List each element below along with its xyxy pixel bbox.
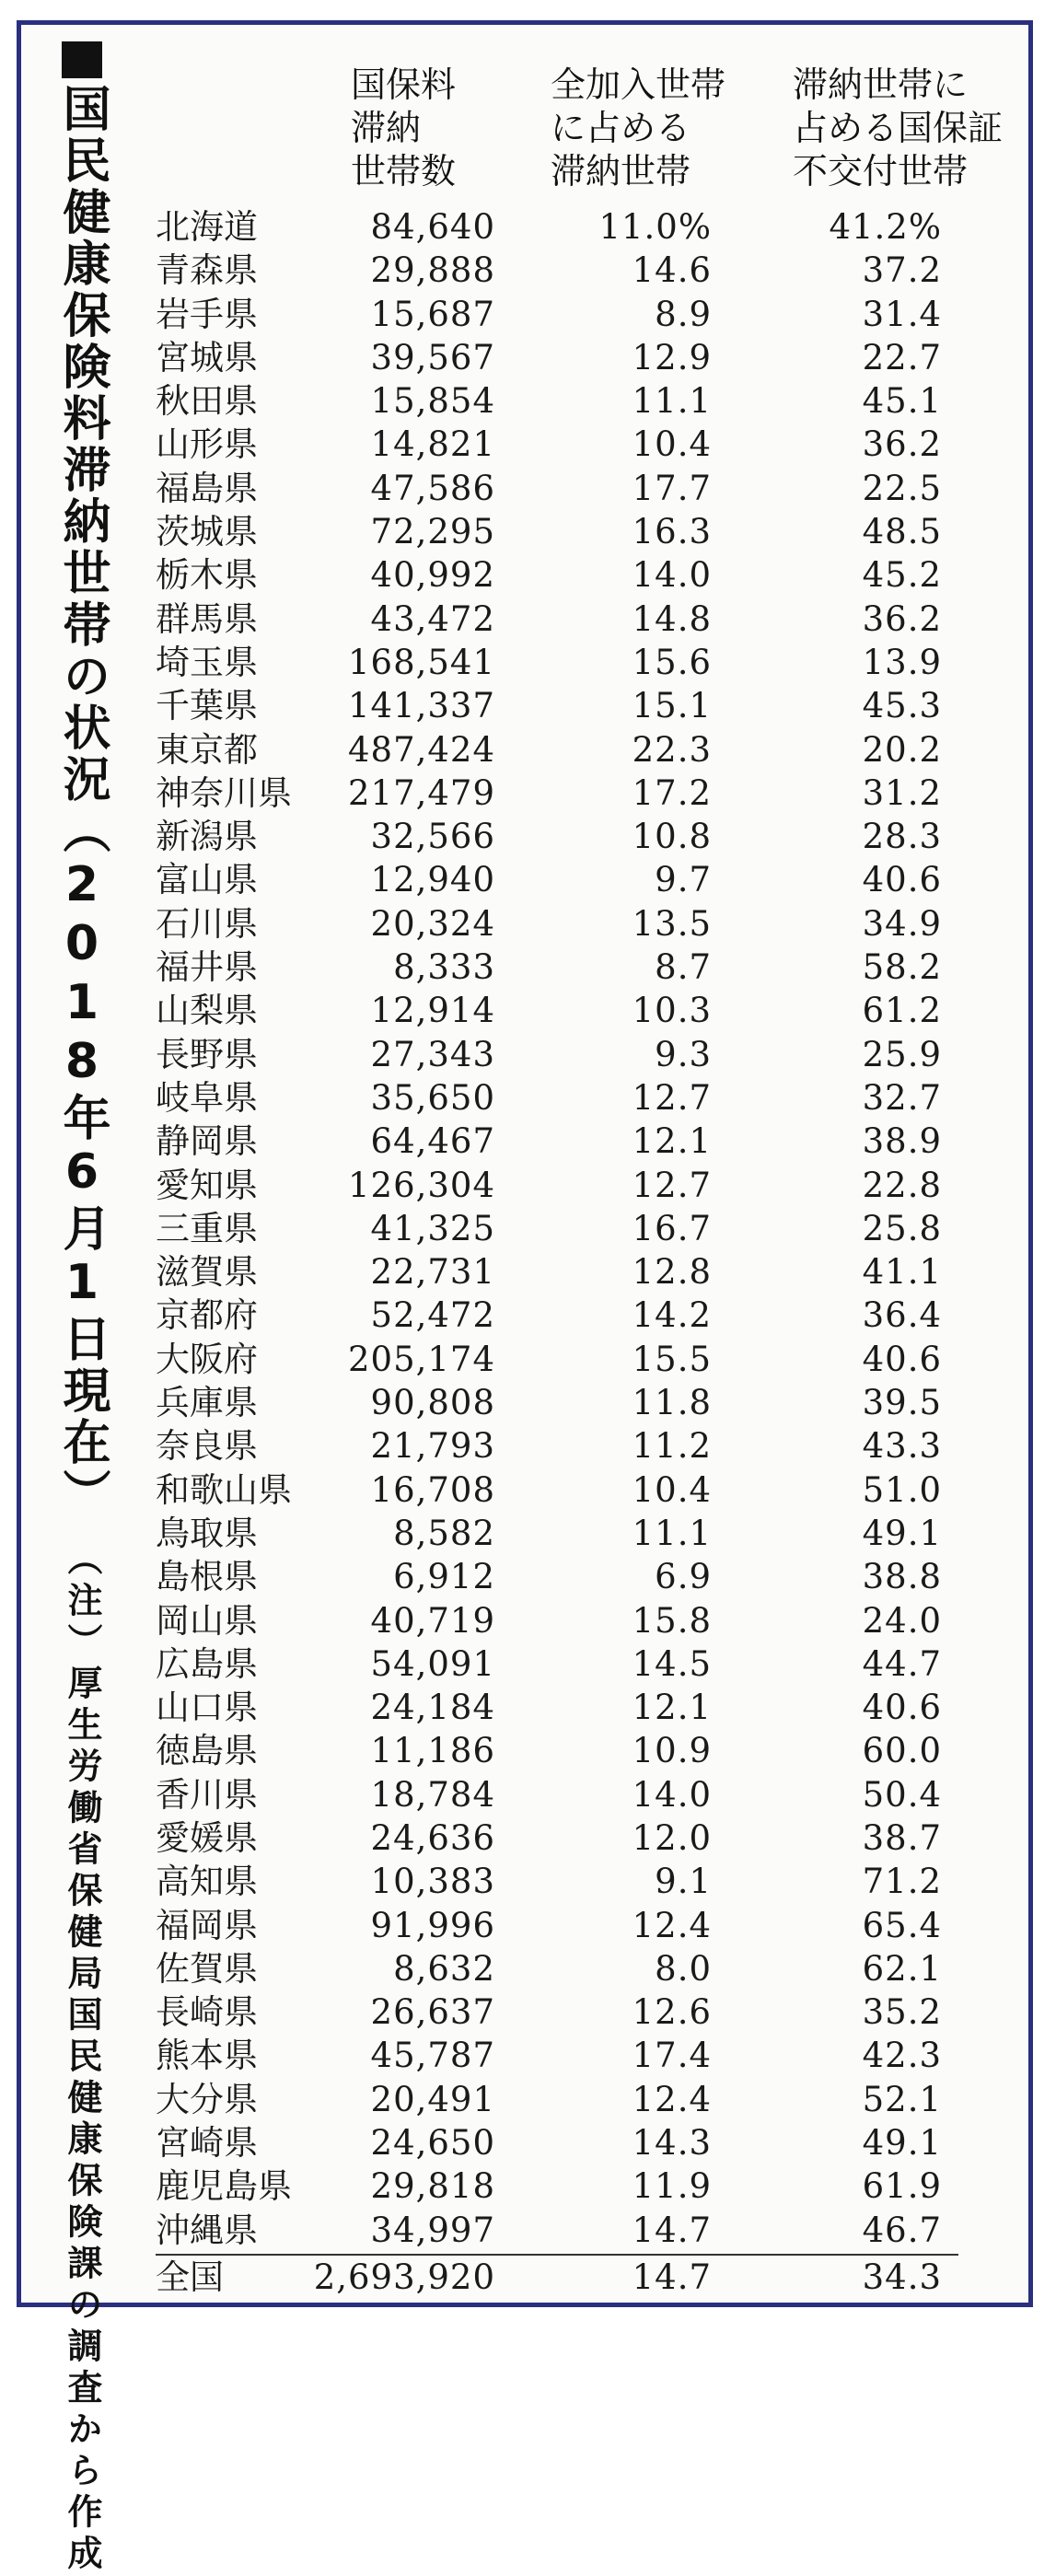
nonissue-rate-cell: 58.2 (862, 947, 942, 988)
nonissue-rate-cell: 38.8 (862, 1557, 942, 1597)
delinquency-rate-cell: 12.1 (632, 1121, 712, 1162)
table-row (132, 2209, 1015, 2252)
delinquency-rate-cell: 8.0 (655, 1948, 712, 1989)
nonissue-rate-cell: 39.5 (862, 1383, 942, 1423)
delinquent-count-cell: 39,567 (370, 337, 495, 377)
delinquent-count-cell: 15,854 (370, 381, 495, 422)
prefecture-cell: 宮崎県 (156, 2123, 258, 2164)
delinquency-rate-cell: 10.4 (632, 424, 712, 465)
delinquency-rate-cell: 6.9 (655, 1557, 712, 1597)
table-row (132, 728, 1015, 772)
prefecture-cell: 長野県 (156, 1034, 258, 1074)
delinquent-count-cell: 8,333 (393, 947, 495, 988)
delinquent-count-cell: 205,174 (347, 1339, 495, 1379)
prefecture-cell: 鹿児島県 (156, 2166, 292, 2207)
prefecture-cell: 岡山県 (156, 1600, 258, 1641)
table-row (132, 2164, 1015, 2208)
nonissue-rate-cell: 22.5 (862, 468, 942, 508)
nonissue-rate-cell: 22.7 (862, 337, 942, 377)
table-row (132, 467, 1015, 510)
delinquency-rate-cell: 11.1 (632, 381, 712, 422)
delinquent-count-cell: 18,784 (370, 1774, 495, 1815)
delinquent-count-cell: 22,731 (370, 1252, 495, 1293)
nonissue-rate-cell: 44.7 (862, 1643, 942, 1684)
table-row (132, 684, 1015, 727)
delinquent-count-cell: 6,912 (393, 1557, 495, 1597)
prefecture-cell: 徳島県 (156, 1731, 258, 1771)
delinquent-count-cell: 16,708 (370, 1469, 495, 1510)
nonissue-rate-cell: 41.2% (829, 207, 942, 247)
delinquency-rate-cell: 16.7 (632, 1208, 712, 1248)
nonissue-rate-cell: 45.3 (862, 686, 942, 726)
delinquency-rate-cell: 16.3 (632, 512, 712, 552)
nonissue-rate-cell: 42.3 (862, 2036, 942, 2076)
prefecture-cell: 栃木県 (156, 555, 258, 596)
table-row (132, 1642, 1015, 1686)
delinquent-count-cell: 24,184 (370, 1688, 495, 1728)
delinquency-rate-cell: 12.6 (632, 1992, 712, 2033)
delinquent-count-cell: 21,793 (370, 1426, 495, 1467)
table-row (132, 1773, 1015, 1816)
nonissue-rate-cell: 24.0 (862, 1600, 942, 1641)
delinquent-count-cell: 35,650 (370, 1077, 495, 1118)
delinquency-rate-cell: 12.9 (632, 337, 712, 377)
table-body (132, 205, 1015, 2298)
delinquency-rate-cell: 14.5 (632, 1643, 712, 1684)
prefecture-cell: 和歌山県 (156, 1469, 292, 1510)
nonissue-rate-cell: 46.7 (862, 2210, 942, 2250)
nonissue-rate-cell: 22.8 (862, 1165, 942, 1205)
nonissue-rate-cell: 36.2 (862, 598, 942, 639)
delinquency-rate-cell: 10.3 (632, 991, 712, 1031)
table-row (132, 1860, 1015, 1903)
nonissue-rate-cell: 38.7 (862, 1817, 942, 1858)
nonissue-rate-cell: 32.7 (862, 1077, 942, 1118)
table-row (132, 1512, 1015, 1555)
prefecture-cell: 北海道 (156, 207, 258, 247)
table-row (132, 2078, 1015, 2121)
nonissue-rate-cell: 25.9 (862, 1034, 942, 1074)
nonissue-rate-cell: 62.1 (862, 1948, 942, 1989)
delinquent-count-cell: 72,295 (370, 512, 495, 552)
delinquency-rate-cell: 8.7 (655, 947, 712, 988)
delinquent-count-cell: 20,324 (370, 903, 495, 944)
delinquent-count-cell: 14,821 (370, 424, 495, 465)
delinquent-count-cell: 141,337 (347, 686, 495, 726)
delinquent-count-cell: 24,636 (370, 1817, 495, 1858)
delinquency-rate-cell: 13.5 (632, 903, 712, 944)
table-row (132, 772, 1015, 815)
delinquency-rate-cell: 22.3 (632, 729, 712, 770)
delinquent-count-cell: 40,719 (370, 1600, 495, 1641)
delinquency-rate-cell: 12.7 (632, 1165, 712, 1205)
prefecture-cell: 神奈川県 (156, 772, 292, 813)
nonissue-rate-cell: 50.4 (862, 1774, 942, 1815)
delinquent-count-cell: 11,186 (370, 1731, 495, 1771)
prefecture-cell: 石川県 (156, 903, 258, 944)
delinquency-rate-cell: 15.8 (632, 1600, 712, 1641)
delinquent-count-cell: 15,687 (370, 294, 495, 334)
table-row (132, 1904, 1015, 1947)
prefecture-cell: 宮城県 (156, 337, 258, 377)
prefecture-cell: 岐阜県 (156, 1077, 258, 1118)
delinquent-count-cell: 32,566 (370, 817, 495, 857)
delinquency-rate-cell: 14.8 (632, 598, 712, 639)
nonissue-rate-cell: 40.6 (862, 860, 942, 900)
table-row (132, 1076, 1015, 1120)
table-row (132, 1164, 1015, 1207)
table-row (132, 1468, 1015, 1512)
delinquent-count-cell: 20,491 (370, 2079, 495, 2119)
nonissue-rate-cell: 31.2 (862, 772, 942, 813)
nonissue-rate-cell: 31.4 (862, 294, 942, 334)
delinquency-rate-cell: 14.6 (632, 250, 712, 291)
prefecture-cell: 沖縄県 (156, 2210, 258, 2250)
delinquency-rate-cell: 17.7 (632, 468, 712, 508)
side-title (45, 41, 119, 2576)
delinquent-count-cell: 487,424 (347, 729, 495, 770)
prefecture-cell: 三重県 (156, 1208, 258, 1248)
prefecture-cell: 埼玉県 (156, 642, 258, 682)
prefecture-cell: 島根県 (156, 1557, 258, 1597)
delinquent-count-cell: 52,472 (370, 1295, 495, 1336)
delinquent-count-cell: 126,304 (347, 1165, 495, 1205)
delinquent-count-cell: 8,632 (393, 1948, 495, 1989)
prefecture-cell: 岩手県 (156, 294, 258, 334)
delinquency-rate-cell: 11.2 (632, 1426, 712, 1467)
delinquency-rate-cell: 9.1 (655, 1862, 712, 1902)
prefecture-cell: 高知県 (156, 1862, 258, 1902)
prefecture-cell: 山梨県 (156, 991, 258, 1031)
nonissue-rate-cell: 25.8 (862, 1208, 942, 1248)
prefecture-cell: 愛知県 (156, 1165, 258, 1205)
delinquent-count-cell: 26,637 (370, 1992, 495, 2033)
delinquent-count-cell: 34,997 (370, 2210, 495, 2250)
table-row (132, 902, 1015, 946)
prefecture-cell: 長崎県 (156, 1992, 258, 2033)
nonissue-rate-cell: 52.1 (862, 2079, 942, 2119)
nonissue-rate-cell: 45.2 (862, 555, 942, 596)
national-total-row (132, 2256, 1015, 2300)
table-row (132, 553, 1015, 597)
delinquent-count-cell: 90,808 (370, 1383, 495, 1423)
delinquent-count-cell: 64,467 (370, 1121, 495, 1162)
prefecture-cell: 茨城県 (156, 512, 258, 552)
delinquency-rate-cell: 12.7 (632, 1077, 712, 1118)
nonissue-rate-cell: 60.0 (862, 1731, 942, 1771)
table-row (132, 1207, 1015, 1250)
prefecture-cell: 山形県 (156, 424, 258, 465)
prefecture-cell: 兵庫県 (156, 1383, 258, 1423)
delinquency-rate-cell: 12.1 (632, 1688, 712, 1728)
table-row (132, 815, 1015, 858)
table-row (132, 423, 1015, 466)
total-label: 全国 (156, 2257, 224, 2298)
table-row (132, 249, 1015, 292)
prefecture-cell: 群馬県 (156, 598, 258, 639)
prefecture-cell: 大阪府 (156, 1339, 258, 1379)
delinquency-rate-cell: 11.9 (632, 2166, 712, 2207)
delinquent-count-cell: 54,091 (370, 1643, 495, 1684)
nonissue-rate-cell: 35.2 (862, 1992, 942, 2033)
delinquency-rate-cell: 12.0 (632, 1817, 712, 1858)
table-row (132, 1729, 1015, 1772)
delinquency-rate-cell: 15.1 (632, 686, 712, 726)
delinquency-rate-cell: 17.2 (632, 772, 712, 813)
nonissue-rate-cell: 36.2 (862, 424, 942, 465)
prefecture-cell: 福井県 (156, 947, 258, 988)
table-row (132, 989, 1015, 1032)
table-row (132, 1686, 1015, 1729)
table-row (132, 1120, 1015, 1163)
nonissue-rate-cell: 37.2 (862, 250, 942, 291)
table-row (132, 379, 1015, 423)
delinquent-count-cell: 40,992 (370, 555, 495, 596)
prefecture-cell: 佐賀県 (156, 1948, 258, 1989)
nonissue-rate-cell: 13.9 (862, 642, 942, 682)
nonissue-rate-cell: 49.1 (862, 1513, 942, 1553)
delinquency-rate-cell: 12.4 (632, 2079, 712, 2119)
table-row (132, 1250, 1015, 1294)
table-row (132, 1033, 1015, 1076)
prefecture-cell: 京都府 (156, 1295, 258, 1336)
delinquent-count-cell: 41,325 (370, 1208, 495, 1248)
prefecture-cell: 滋賀県 (156, 1252, 258, 1293)
delinquency-rate-cell: 14.2 (632, 1295, 712, 1336)
nonissue-rate-cell: 41.1 (862, 1252, 942, 1293)
nonissue-rate-cell: 20.2 (862, 729, 942, 770)
delinquency-rate-cell: 10.8 (632, 817, 712, 857)
delinquency-rate-cell: 9.3 (655, 1034, 712, 1074)
table-row (132, 1424, 1015, 1468)
delinquent-count-cell: 29,818 (370, 2166, 495, 2207)
prefecture-cell: 千葉県 (156, 686, 258, 726)
table-row (132, 2034, 1015, 2077)
delinquency-rate-cell: 12.8 (632, 1252, 712, 1293)
delinquent-count-cell: 84,640 (370, 207, 495, 247)
nonissue-rate-cell: 71.2 (862, 1862, 942, 1902)
nonissue-rate-cell: 43.3 (862, 1426, 942, 1467)
delinquent-count-cell: 45,787 (370, 2036, 495, 2076)
table-row (132, 1947, 1015, 1990)
prefecture-cell: 熊本県 (156, 2036, 258, 2076)
header-delinquent-households: 国保料 滞納 世帯数 (351, 64, 457, 191)
prefecture-cell: 富山県 (156, 860, 258, 900)
prefecture-cell: 福岡県 (156, 1905, 258, 1945)
table-row (132, 1294, 1015, 1337)
prefecture-cell: 福島県 (156, 468, 258, 508)
prefecture-cell: 静岡県 (156, 1121, 258, 1162)
source-note: （注）厚生労働省保健局国民健康保険課の調査から作成 (62, 1540, 102, 2576)
table-row (132, 946, 1015, 989)
nonissue-rate-cell: 45.1 (862, 381, 942, 422)
prefecture-cell: 香川県 (156, 1774, 258, 1815)
table-row (132, 336, 1015, 379)
nonissue-rate-cell: 34.9 (862, 903, 942, 944)
table-row (132, 205, 1015, 249)
table-row (132, 1599, 1015, 1642)
table-row (132, 2121, 1015, 2164)
delinquent-count-cell: 29,888 (370, 250, 495, 291)
delinquency-rate-cell: 10.9 (632, 1731, 712, 1771)
delinquency-rate-cell: 9.7 (655, 860, 712, 900)
nonissue-rate-cell: 51.0 (862, 1469, 942, 1510)
delinquent-count-cell: 10,383 (370, 1862, 495, 1902)
nonissue-rate-cell: 36.4 (862, 1295, 942, 1336)
delinquency-rate-cell: 12.4 (632, 1905, 712, 1945)
nonissue-rate-cell: 40.6 (862, 1688, 942, 1728)
table-row (132, 598, 1015, 641)
delinquency-rate-cell: 17.4 (632, 2036, 712, 2076)
prefecture-cell: 大分県 (156, 2079, 258, 2119)
prefecture-cell: 奈良県 (156, 1426, 258, 1467)
table-row (132, 641, 1015, 684)
table-frame (17, 20, 1033, 2576)
table-row (132, 858, 1015, 901)
prefecture-cell: 広島県 (156, 1643, 258, 1684)
total-rate-cell: 14.7 (632, 2257, 712, 2298)
prefecture-cell: 青森県 (156, 250, 258, 291)
delinquency-rate-cell: 15.5 (632, 1339, 712, 1379)
delinquency-rate-cell: 10.4 (632, 1469, 712, 1510)
table-row (132, 293, 1015, 336)
nonissue-rate-cell: 61.2 (862, 991, 942, 1031)
delinquency-rate-cell: 14.7 (632, 2210, 712, 2250)
nonissue-rate-cell: 28.3 (862, 817, 942, 857)
delinquency-rate-cell: 14.0 (632, 1774, 712, 1815)
nonissue-rate-cell: 49.1 (862, 2123, 942, 2164)
delinquency-rate-cell: 11.1 (632, 1513, 712, 1553)
delinquent-count-cell: 8,582 (393, 1513, 495, 1553)
delinquency-rate-cell: 14.3 (632, 2123, 712, 2164)
table-title: 国民健康保険料滞納世帯の状況（2018年6月1日現在） (54, 84, 110, 1520)
delinquency-rate-cell: 14.0 (632, 555, 712, 596)
prefecture-cell: 愛媛県 (156, 1817, 258, 1858)
prefecture-cell: 東京都 (156, 729, 258, 770)
nonissue-rate-cell: 48.5 (862, 512, 942, 552)
delinquent-count-cell: 217,479 (347, 772, 495, 813)
delinquent-count-cell: 168,541 (347, 642, 495, 682)
prefecture-cell: 新潟県 (156, 817, 258, 857)
nonissue-rate-cell: 61.9 (862, 2166, 942, 2207)
total-count-cell: 2,693,920 (313, 2257, 495, 2298)
table-row (132, 1555, 1015, 1598)
delinquent-count-cell: 24,650 (370, 2123, 495, 2164)
delinquency-rate-cell: 8.9 (655, 294, 712, 334)
delinquent-count-cell: 47,586 (370, 468, 495, 508)
delinquency-rate-cell: 15.6 (632, 642, 712, 682)
delinquent-count-cell: 12,914 (370, 991, 495, 1031)
header-delinquency-rate: 全加入世帯 に占める 滞納世帯 (551, 64, 726, 191)
delinquent-count-cell: 91,996 (370, 1905, 495, 1945)
nonissue-rate-cell: 65.4 (862, 1905, 942, 1945)
delinquency-rate-cell: 11.8 (632, 1383, 712, 1423)
header-card-nonissue-rate: 滞納世帯に 占める国保証 不交付世帯 (793, 64, 1004, 191)
total-nonissue-cell: 34.3 (862, 2257, 942, 2298)
delinquency-rate-cell: 11.0% (598, 207, 712, 247)
prefecture-cell: 山口県 (156, 1688, 258, 1728)
title-square-mark (62, 41, 102, 78)
nonissue-rate-cell: 40.6 (862, 1339, 942, 1379)
prefecture-cell: 秋田県 (156, 381, 258, 422)
table-row (132, 510, 1015, 553)
table-row (132, 1338, 1015, 1381)
delinquent-count-cell: 27,343 (370, 1034, 495, 1074)
nonissue-rate-cell: 38.9 (862, 1121, 942, 1162)
delinquent-count-cell: 43,472 (370, 598, 495, 639)
delinquent-count-cell: 12,940 (370, 860, 495, 900)
table-row (132, 1381, 1015, 1424)
table-row (132, 1816, 1015, 1860)
table-row (132, 1990, 1015, 2034)
prefecture-cell: 鳥取県 (156, 1513, 258, 1553)
table-header (132, 64, 1015, 220)
